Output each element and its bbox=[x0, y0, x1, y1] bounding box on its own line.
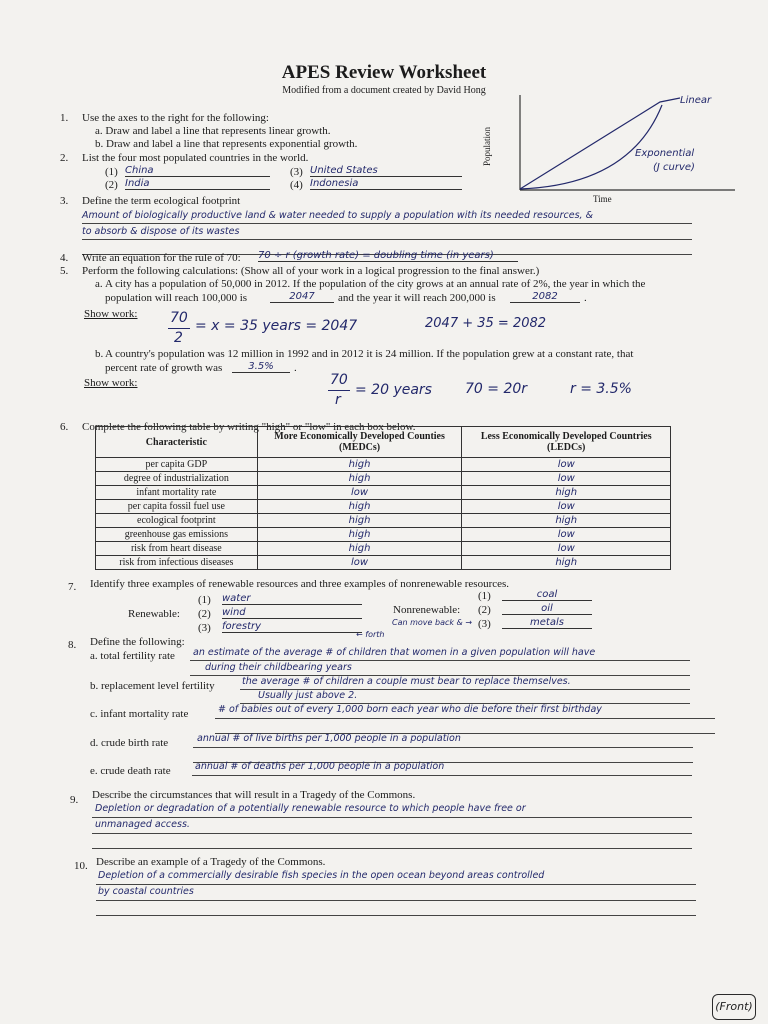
q5a-line-2-end: . bbox=[584, 292, 587, 304]
q1-a: a. Draw and label a line that represents linear growth. bbox=[95, 125, 331, 137]
page-title: APES Review Worksheet bbox=[281, 62, 487, 83]
q7-renewable-label: Renewable: bbox=[128, 608, 180, 620]
table-cell: high bbox=[257, 458, 462, 472]
development-table-wrap bbox=[95, 426, 671, 576]
table-cell: high bbox=[462, 486, 671, 500]
q9-rule-3 bbox=[92, 848, 692, 849]
q8-number: 8. bbox=[68, 639, 77, 651]
q2-number: 2. bbox=[60, 152, 69, 164]
table-cell: low bbox=[257, 556, 462, 570]
table-row bbox=[96, 542, 671, 556]
q1-b: b. Draw and label a line that represents exponential growth. bbox=[95, 138, 358, 150]
q9-rule-1 bbox=[92, 817, 692, 818]
q5-text: Perform the following calculations: (Show all of your work in a logical progression to the final answer.) bbox=[82, 265, 540, 277]
q10-number: 10. bbox=[74, 860, 88, 872]
table-header-row bbox=[96, 427, 671, 458]
q7-nonrenewable-3: metals bbox=[502, 617, 592, 629]
table-cell: low bbox=[462, 500, 671, 514]
q1-text: Use the axes to the right for the following: bbox=[82, 112, 269, 124]
table-cell: low bbox=[462, 528, 671, 542]
page-subtitle: Modified from a document created by David Hong bbox=[282, 85, 486, 96]
q8-text: Define the following: bbox=[90, 636, 185, 648]
q3-text: Define the term ecological footprint bbox=[82, 195, 241, 207]
q5b-work-fraction-top: 70 bbox=[330, 372, 348, 388]
q7-n-label-3: (3) bbox=[478, 618, 491, 630]
q5a-work-fraction-bottom: 2 bbox=[174, 330, 183, 346]
q8c-rule-1 bbox=[215, 718, 715, 719]
q5b-work-third: r = 3.5% bbox=[570, 381, 632, 397]
graph-y-label: Population bbox=[482, 126, 493, 167]
q5a-line-2-mid: and the year it will reach 200,000 is bbox=[338, 292, 496, 304]
q5b-line-2-end: . bbox=[294, 362, 297, 374]
q5b-work-fraction-bar bbox=[328, 390, 350, 391]
table-cell: ecological footprint bbox=[96, 514, 258, 528]
q8b-answer-2: Usually just above 2. bbox=[258, 690, 358, 701]
q7-nonrenewable-2: oil bbox=[502, 603, 592, 615]
table-cell: high bbox=[257, 500, 462, 514]
q5b-show-work: Show work: bbox=[84, 377, 138, 389]
q3-number: 3. bbox=[60, 195, 69, 207]
q8e-rule-1 bbox=[192, 775, 692, 776]
table-cell: per capita fossil fuel use bbox=[96, 500, 258, 514]
q5b-work-second: 70 = 20r bbox=[465, 381, 528, 397]
q6-number: 6. bbox=[60, 421, 69, 433]
q7-renewable-2: wind bbox=[222, 607, 362, 619]
q5a-work-fraction-top: 70 bbox=[170, 310, 188, 326]
q2-label-4: (4) bbox=[290, 179, 303, 191]
table-cell: risk from heart disease bbox=[96, 542, 258, 556]
table-header-medcs: More Economically Developed Counties (MEDCs) bbox=[257, 427, 462, 458]
q10-answer-2: by coastal countries bbox=[98, 886, 194, 897]
linear-label: Linear bbox=[680, 95, 712, 106]
q10-rule-3 bbox=[96, 915, 696, 916]
q5b-answer: 3.5% bbox=[232, 361, 290, 373]
table-row bbox=[96, 500, 671, 514]
q8d-label: d. crude birth rate bbox=[90, 737, 169, 749]
q8b-label: b. replacement level fertility bbox=[90, 680, 215, 692]
q5b-line-2-pre: percent rate of growth was bbox=[105, 362, 223, 374]
q5a-prefix: a. bbox=[95, 278, 103, 290]
table-cell: low bbox=[257, 486, 462, 500]
q10-rule-2 bbox=[96, 900, 696, 901]
q7-renewable-1: water bbox=[222, 593, 362, 605]
q5a-answer-1: 2047 bbox=[270, 291, 334, 303]
q7-r-label-1: (1) bbox=[198, 594, 211, 606]
table-row bbox=[96, 528, 671, 542]
q5b-work-equation: = 20 years bbox=[355, 382, 432, 398]
q4-number: 4. bbox=[60, 252, 69, 264]
q7-n-label-1: (1) bbox=[478, 590, 491, 602]
table-cell: low bbox=[462, 542, 671, 556]
q8c-answer: # of babies out of every 1,000 born each year who die before their first birthday bbox=[218, 704, 602, 715]
q7-number: 7. bbox=[68, 581, 77, 593]
table-cell: low bbox=[462, 458, 671, 472]
table-cell: high bbox=[257, 514, 462, 528]
q5a-show-work: Show work: bbox=[84, 308, 138, 320]
q2-answer-1: China bbox=[125, 165, 270, 177]
q5a-line-1: A city has a population of 50,000 in 2012. If the population of the city grows at an annual rate of 2%, the year in which the bbox=[105, 278, 646, 290]
q3-answer-line-1: Amount of biologically productive land & water needed to supply a population with its needed resources, & bbox=[82, 210, 593, 221]
q10-text: Describe an example of a Tragedy of the Commons. bbox=[96, 856, 326, 868]
q8a-label: a. total fertility rate bbox=[90, 650, 175, 662]
q6-text: Complete the following table by writing "high" or "low" in each box below. bbox=[82, 421, 416, 433]
population-graph bbox=[480, 90, 740, 210]
front-page-label: (Front) bbox=[712, 994, 756, 1020]
q8e-answer: annual # of deaths per 1,000 people in a population bbox=[195, 761, 445, 772]
table-cell: greenhouse gas emissions bbox=[96, 528, 258, 542]
q1-number: 1. bbox=[60, 112, 69, 124]
table-cell: high bbox=[257, 472, 462, 486]
q4-text: Write an equation for the rule of 70: bbox=[82, 252, 241, 264]
table-row bbox=[96, 486, 671, 500]
q8c-label: c. infant mortality rate bbox=[90, 708, 189, 720]
q2-label-3: (3) bbox=[290, 166, 303, 178]
q2-text: List the four most populated countries in the world. bbox=[82, 152, 309, 164]
q9-answer-2: unmanaged access. bbox=[95, 819, 190, 830]
q5a-work-fraction-bar bbox=[168, 328, 190, 329]
q9-number: 9. bbox=[70, 794, 79, 806]
q8a-answer-2: during their childbearing years bbox=[205, 662, 352, 673]
table-cell: high bbox=[257, 528, 462, 542]
table-cell: high bbox=[462, 514, 671, 528]
exponential-label: Exponential bbox=[635, 148, 695, 159]
q3-rule-1 bbox=[82, 223, 692, 224]
q7-r-label-2: (2) bbox=[198, 608, 211, 620]
q7-note-1: Can move back & → bbox=[392, 618, 473, 627]
q4-answer: 70 ÷ r (growth rate) = doubling time (in years) bbox=[258, 250, 518, 262]
q10-answer-1: Depletion of a commercially desirable fish species in the open ocean beyond areas controlled bbox=[98, 870, 545, 881]
table-row bbox=[96, 514, 671, 528]
q7-nonrenewable-label: Nonrenewable: bbox=[393, 604, 461, 616]
q7-renewable-3: forestry bbox=[222, 621, 362, 633]
q5a-work-equation: = x = 35 years = 2047 bbox=[195, 318, 358, 334]
q7-note-2: ← forth bbox=[356, 630, 385, 639]
q5-number: 5. bbox=[60, 265, 69, 277]
q2-label-2: (2) bbox=[105, 179, 118, 191]
development-table bbox=[95, 426, 671, 570]
table-row bbox=[96, 458, 671, 472]
q7-n-label-2: (2) bbox=[478, 604, 491, 616]
q2-answer-4: Indonesia bbox=[310, 178, 462, 190]
q8a-answer-1: an estimate of the average # of children that women in a given population will have bbox=[193, 647, 596, 658]
q2-label-1: (1) bbox=[105, 166, 118, 178]
q9-rule-2 bbox=[92, 833, 692, 834]
q7-text: Identify three examples of renewable resources and three examples of nonrenewable resources. bbox=[90, 578, 510, 590]
q5b-work-fraction-bottom: r bbox=[335, 392, 341, 408]
table-cell: risk from infectious diseases bbox=[96, 556, 258, 570]
q3-answer-line-2: to absorb & dispose of its wastes bbox=[82, 226, 240, 237]
table-cell: per capita GDP bbox=[96, 458, 258, 472]
q5a-line-2-pre: population will reach 100,000 is bbox=[105, 292, 248, 304]
q5a-work-second: 2047 + 35 = 2082 bbox=[425, 316, 547, 331]
table-header-characteristic: Characteristic bbox=[96, 427, 258, 458]
table-header-ledcs: Less Economically Developed Countries (LEDCs) bbox=[462, 427, 671, 458]
growth-graph-svg bbox=[480, 90, 740, 210]
q9-text: Describe the circumstances that will result in a Tragedy of the Commons. bbox=[92, 789, 416, 801]
q7-r-label-3: (3) bbox=[198, 622, 211, 634]
q8b-answer-1: the average # of children a couple must bear to replace themselves. bbox=[242, 676, 571, 687]
table-row bbox=[96, 556, 671, 570]
q9-answer-1: Depletion or degradation of a potentially renewable resource to which people have free or bbox=[95, 803, 526, 814]
table-cell: low bbox=[462, 472, 671, 486]
q8a-rule-1 bbox=[190, 660, 690, 661]
table-cell: high bbox=[257, 542, 462, 556]
q5a-answer-2: 2082 bbox=[510, 291, 580, 303]
q8d-rule-1 bbox=[193, 747, 693, 748]
q2-answer-2: India bbox=[125, 178, 270, 190]
q7-nonrenewable-1: coal bbox=[502, 589, 592, 601]
table-cell: degree of industrialization bbox=[96, 472, 258, 486]
exponential-label-sub: (J curve) bbox=[653, 162, 695, 173]
table-cell: high bbox=[462, 556, 671, 570]
q8d-answer: annual # of live births per 1,000 people in a population bbox=[197, 733, 461, 744]
q8e-label: e. crude death rate bbox=[90, 765, 171, 777]
q2-answer-3: United States bbox=[310, 165, 462, 177]
q3-rule-2 bbox=[82, 239, 692, 240]
q10-rule-1 bbox=[96, 884, 696, 885]
table-row bbox=[96, 472, 671, 486]
q5b-prefix: b. bbox=[95, 348, 104, 360]
graph-x-label: Time bbox=[593, 194, 612, 204]
q5b-line-1: A country's population was 12 million in 1992 and in 2012 it is 24 million. If the population grew at a constant rate, that bbox=[105, 348, 634, 360]
table-cell: infant mortality rate bbox=[96, 486, 258, 500]
linear-growth-line bbox=[520, 98, 680, 189]
